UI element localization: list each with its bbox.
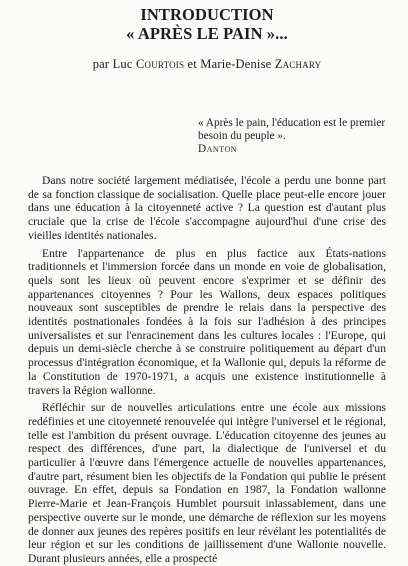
author-2-first-name: Marie-Denise <box>200 57 272 71</box>
author-2-last-name: Zachary <box>274 57 322 71</box>
epigraph <box>198 117 386 156</box>
author-prefix: par <box>92 57 110 71</box>
epigraph-quote: « Après le pain, l'éducation est le premier besoin du peuple ». <box>198 117 386 142</box>
paragraph: Entre l'appartenance de plus en plus factice aux États-nations traditionnels et l'immersion forcée dans un monde en voie de globalisation, quels sont les lieux où peuvent encore s'exprimer et se définir des appartenances citoyennes ? Pour les Wallons, deux espaces politiques nouveaux sont susceptibles de prendre le relais dans la perspective des identités postnationales fondées à la fois sur l'adhésion à des principes universalistes et sur l'enracinement dans les cultures locales : l'Europe, qui depuis un demi-siècle cherche à se construire politiquement au départ d'un processus d'intégration économique, et la Wallonie qui, depuis la réforme de la Constitution de 1970-1971, a acquis une existence institutionnelle à travers la Région wallonne. <box>28 246 386 397</box>
paragraph: Dans notre société largement médiatisée, l'école a perdu une bonne part de sa fonction classique de socialisation. Quelle place peut-elle encore jouer dans une éducation à la citoyenneté active ? La question est d'autant plus cruciale que la crise de l'école s'accompagne aujourd'hui d'une crise des vieilles identités nationales. <box>28 174 386 242</box>
page-subtitle: « APRÈS LE PAIN »... <box>126 24 288 43</box>
body-text <box>28 174 386 566</box>
author-1-last-name: Courtois <box>135 57 185 71</box>
paragraph: Réfléchir sur de nouvelles articulations entre une école aux missions redéfinies et une citoyenneté renouvelée qui intègre l'universel et le régional, telle est l'ambition du présent ouvrage. L'éducation citoyenne des jeunes au respect des différences, d'une part, la dialectique de l'universel et du particulier à l'œuvre dans l'émergence actuelle de nouvelles appartenances, d'autre part, résument bien les objectifs de la Fondation qui publie le présent ouvrage. En effet, depuis sa Fondation en 1987, la Fondation wallonne Pierre-Marie et Jean-François Humblet poursuit inlassablement, dans une perspective ouverte sur le monde, une démarche de réflexion sur les moyens de donner aux jeunes des repères positifs en leur révélant les potentialités de leur région et sur les conditions de jaillissement d'une Wallonie nouvelle. Durant plusieurs années, elle a prospecté <box>28 401 386 565</box>
author-1-first-name: Luc <box>112 57 133 71</box>
author-line <box>28 57 386 72</box>
epigraph-author: Danton <box>198 143 238 155</box>
page-title: INTRODUCTION <box>140 5 274 24</box>
author-conjunction: et <box>187 57 197 71</box>
